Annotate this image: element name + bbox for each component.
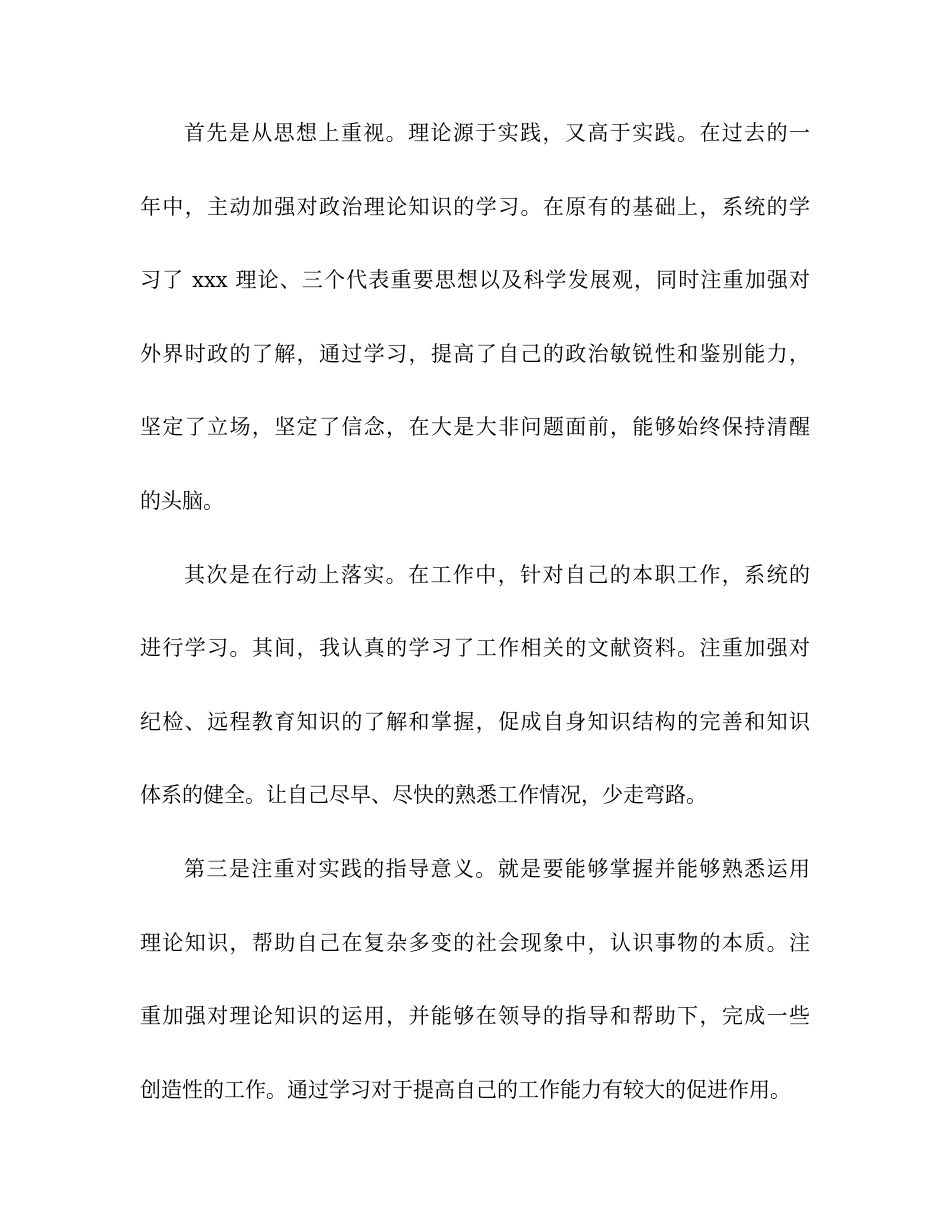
paragraph-3-line-2: 理论知识，帮助自己在复杂多变的社会现象中，认识事物的本质。注: [140, 930, 810, 955]
document-body: [140, 123, 810, 1153]
paragraph-1-line-5: 坚定了立场，坚定了信念，在大是大非问题面前，能够始终保持清醒: [140, 415, 810, 440]
paragraph-2-line-4: 体系的健全。让自己尽早、尽快的熟悉工作情况，少走弯路。: [140, 783, 707, 808]
paragraph-1-line-4: 外界时政的了解，通过学习，提高了自己的政治敏锐性和鉴别能力，: [140, 341, 810, 366]
paragraph-2-line-2: 进行学习。其间，我认真的学习了工作相关的文献资料。注重加强对: [140, 636, 810, 661]
paragraph-1-line-3: 习了 xxx 理论、三个代表重要思想以及科学发展观，同时注重加强对: [140, 268, 810, 293]
paragraph-3-line-4: 创造性的工作。通过学习对于提高自己的工作能力有较大的促进作用。: [140, 1077, 791, 1102]
paragraph-1-line-2: 年中，主动加强对政治理论知识的学习。在原有的基础上，系统的学: [140, 194, 810, 219]
paragraph-1-line-6: 的头脑。: [140, 488, 224, 513]
paragraph-2-line-1: 其次是在行动上落实。在工作中，针对自己的本职工作，系统的: [184, 562, 810, 587]
paragraph-1-line-1: 首先是从思想上重视。理论源于实践，又高于实践。在过去的一: [184, 121, 810, 145]
paragraph-2-line-3: 纪检、远程教育知识的了解和掌握，促成自身知识结构的完善和知识: [140, 709, 810, 734]
paragraph-3-line-3: 重加强对理论知识的运用，并能够在领导的指导和帮助下，完成一些: [140, 1004, 810, 1029]
paragraph-3-line-1: 第三是注重对实践的指导意义。就是要能够掌握并能够熟悉运用: [184, 856, 810, 881]
